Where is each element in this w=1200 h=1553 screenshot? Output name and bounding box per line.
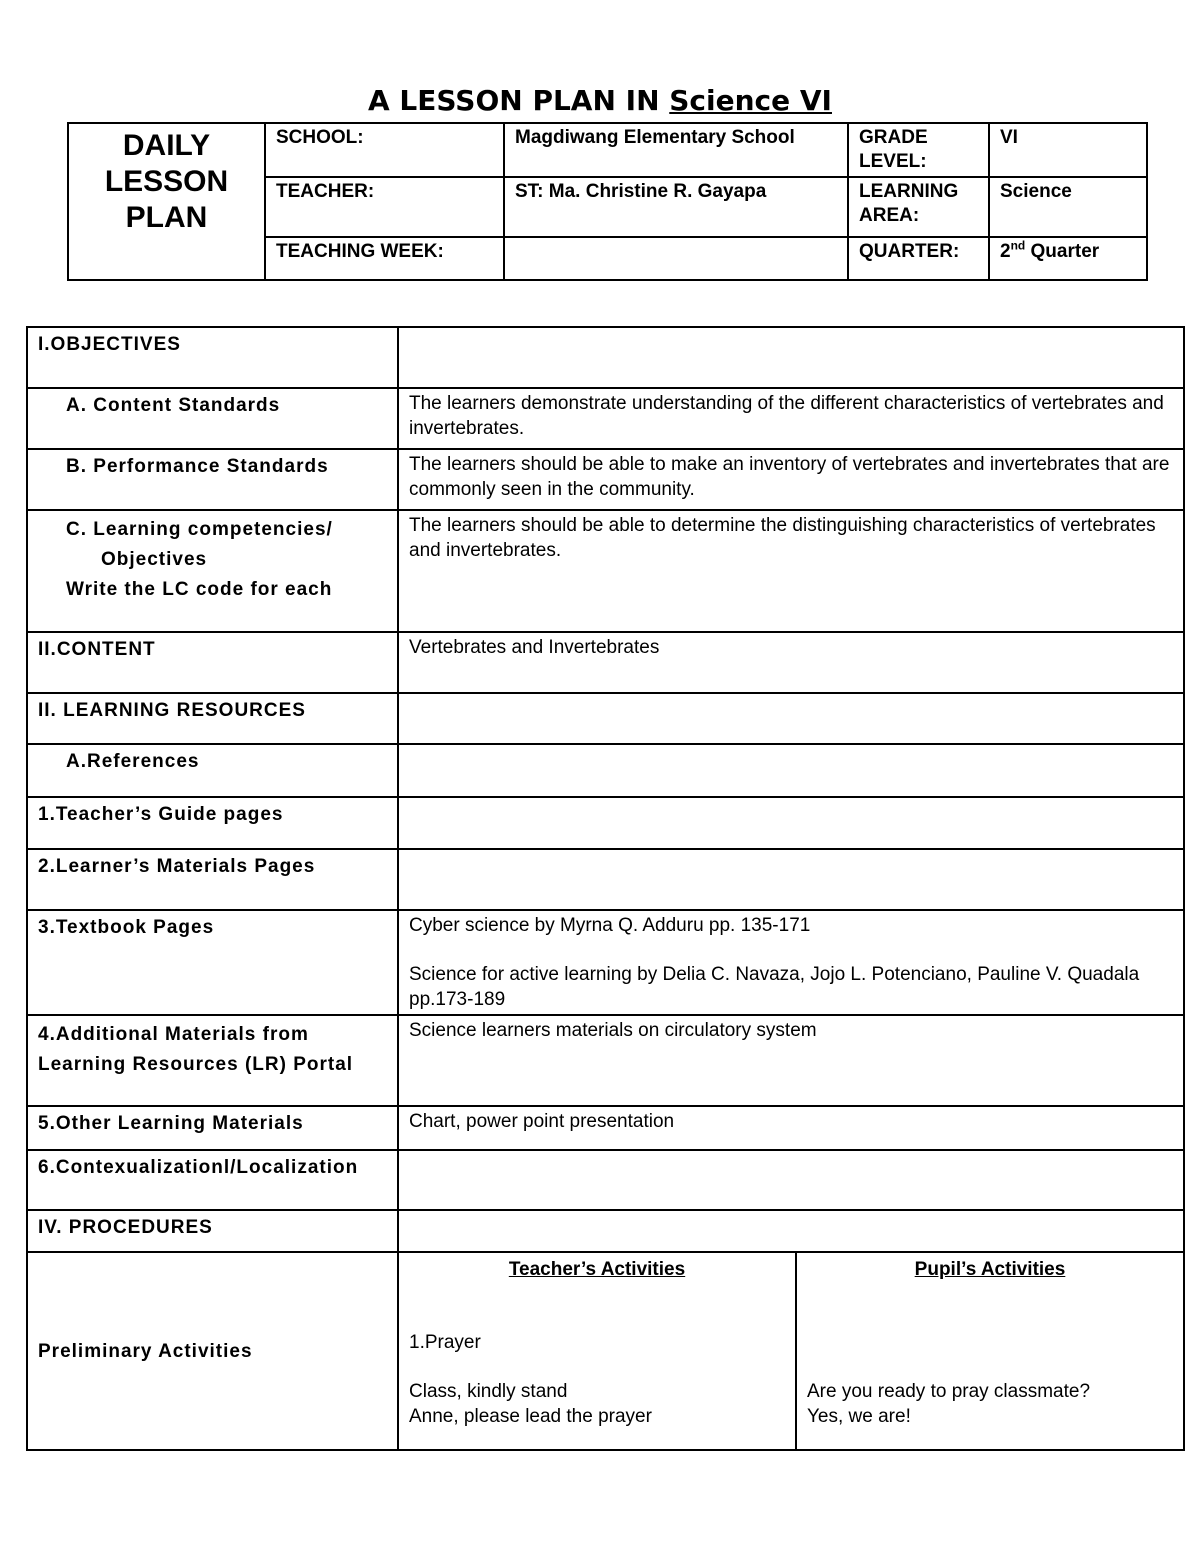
title-prefix: A LESSON PLAN IN bbox=[368, 84, 670, 117]
school-label: SCHOOL: bbox=[265, 123, 504, 177]
quarter-value: 2nd Quarter bbox=[989, 237, 1147, 280]
textbook-pages-label: 3.Textbook Pages bbox=[27, 910, 398, 1015]
teachers-guide-label: 1.Teacher’s Guide pages bbox=[27, 797, 398, 849]
contextualization-label: 6.Contexualizationl/Localization bbox=[27, 1150, 398, 1210]
pupils-activities-heading: Pupil’s Activities bbox=[914, 1259, 1066, 1280]
grade-level-label: GRADE LEVEL: bbox=[848, 123, 989, 177]
prayer-item: 1.Prayer bbox=[409, 1332, 481, 1353]
other-materials-label: 5.Other Learning Materials bbox=[27, 1106, 398, 1150]
references-value bbox=[398, 744, 1184, 797]
title-subject: Science VI bbox=[669, 84, 832, 117]
additional-materials-value: Science learners materials on circulatory system bbox=[398, 1015, 1184, 1106]
preliminary-activities-label: Preliminary Activities bbox=[27, 1252, 398, 1450]
teachers-activities-heading: Teacher’s Activities bbox=[508, 1259, 686, 1280]
daily-lesson-plan-label: DAILY LESSON PLAN bbox=[68, 123, 265, 280]
learning-area-value: Science bbox=[989, 177, 1147, 237]
additional-materials-label: 4.Additional Materials from Learning Resources (LR) Portal bbox=[27, 1015, 398, 1106]
teaching-week-label: TEACHING WEEK: bbox=[265, 237, 504, 280]
lesson-plan-table bbox=[26, 326, 1185, 1451]
header-table bbox=[67, 122, 1148, 281]
performance-standards-label: B. Performance Standards bbox=[27, 449, 398, 510]
objectives-heading: I.OBJECTIVES bbox=[27, 327, 398, 388]
textbook-pages-value: Cyber science by Myrna Q. Adduru pp. 135-171 Science for active learning by Delia C. Navaza, Jojo L. Potenciano, Pauline V. Quadala pp.173-189 bbox=[398, 910, 1184, 1015]
learners-materials-value bbox=[398, 849, 1184, 910]
teachers-guide-value bbox=[398, 797, 1184, 849]
procedures-value bbox=[398, 1210, 1184, 1252]
objectives-value bbox=[398, 327, 1184, 388]
learning-resources-heading: II. LEARNING RESOURCES bbox=[27, 693, 398, 744]
other-materials-value: Chart, power point presentation bbox=[398, 1106, 1184, 1150]
content-label: II.CONTENT bbox=[27, 632, 398, 693]
learning-resources-value bbox=[398, 693, 1184, 744]
teaching-week-value bbox=[504, 237, 848, 280]
content-value: Vertebrates and Invertebrates bbox=[398, 632, 1184, 693]
procedures-heading: IV. PROCEDURES bbox=[27, 1210, 398, 1252]
learners-materials-label: 2.Learner’s Materials Pages bbox=[27, 849, 398, 910]
learning-competencies-label: C. Learning competencies/ Objectives Write the LC code for each bbox=[27, 510, 398, 632]
content-standards-label: A. Content Standards bbox=[27, 388, 398, 449]
pupils-activities-cell: Pupil’s Activities Are you ready to pray classmate? Yes, we are! bbox=[796, 1252, 1184, 1450]
learning-competencies-value: The learners should be able to determine the distinguishing characteristics of vertebrates and invertebrates. bbox=[398, 510, 1184, 632]
quarter-label: QUARTER: bbox=[848, 237, 989, 280]
references-label: A.References bbox=[27, 744, 398, 797]
teachers-activities-cell: Teacher’s Activities 1.Prayer Class, kindly stand Anne, please lead the prayer bbox=[398, 1252, 796, 1450]
grade-level-value: VI bbox=[989, 123, 1147, 177]
content-standards-value: The learners demonstrate understanding of the different characteristics of vertebrates and invertebrates. bbox=[398, 388, 1184, 449]
teacher-label: TEACHER: bbox=[265, 177, 504, 237]
teacher-value: ST: Ma. Christine R. Gayapa bbox=[504, 177, 848, 237]
performance-standards-value: The learners should be able to make an inventory of vertebrates and invertebrates that are commonly seen in the community. bbox=[398, 449, 1184, 510]
contextualization-value bbox=[398, 1150, 1184, 1210]
school-value: Magdiwang Elementary School bbox=[504, 123, 848, 177]
learning-area-label: LEARNING AREA: bbox=[848, 177, 989, 237]
page-title bbox=[0, 84, 1200, 117]
